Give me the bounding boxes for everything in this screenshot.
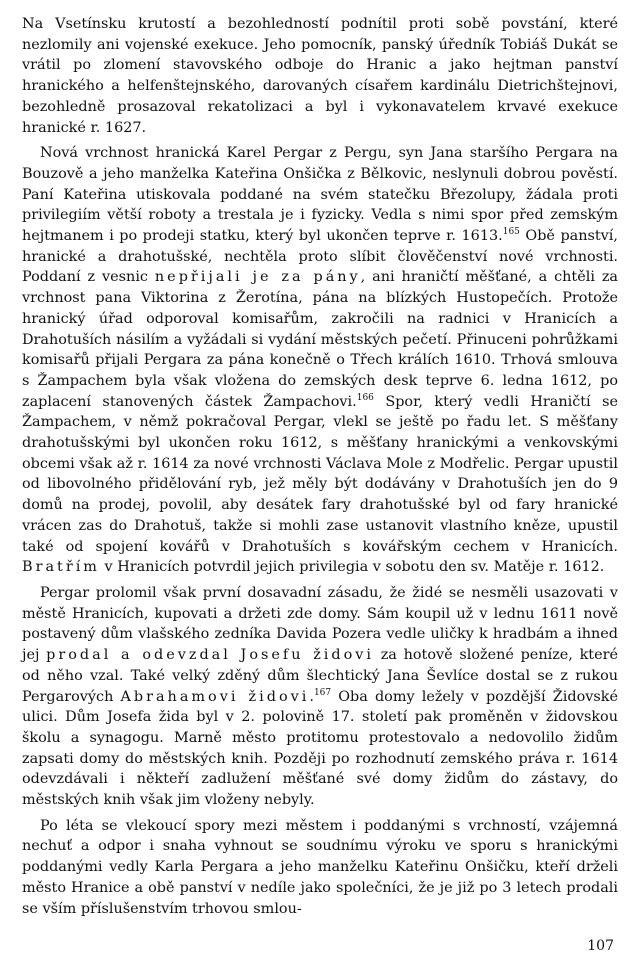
paragraph	[22, 14, 618, 138]
text-run: Spor, který vedli Hraničtí se Žampachem, v němž pokračoval Pergar, vlekl se ještě po řadu let. S měšťany drahotušskými byl ukončen roku 1612, s měšťany hranickými a venkovskými obcemi však až r. 1614 za nové vrchnosti Václava Mole z Modřelic. Pergar upustil od libovolného přidělování ryb, jež měly být dodávány v Drahotuších jen do 9 domů na prodej, povolil, aby desátek fary drahotušské byl od fary hranické vrácen zas do Drahotuš, takže si mohli zase ustanovit vlastního kněze, upustil také od spojení kovářů v Drahotuších s kovářským cechem v Hranicích.	[22, 393, 618, 555]
spaced-text: Abrahamovi židovi	[120, 688, 310, 705]
page-number: 107	[587, 938, 614, 954]
paragraph	[22, 143, 618, 578]
spaced-text: Bratřím	[22, 559, 100, 576]
text-run: v Hranicích potvrdil jejich privilegia v sobotu den sv. Matěje r. 1612.	[99, 559, 605, 576]
spaced-text: prodal a odevzdal Josefu židovi	[46, 647, 374, 664]
text-run: Oba domy ležely v pozdější Židovské ulici. Dům Josefa žida byl v 2. polovině 17. století pak proměněn v židovskou školu a synagogu. Marně město protitomu protestovalo a nedovolilo židům zapsati domy do městských knih. Později po rozhodnutí zemského práva r. 1614 odevzdávali i někteří zadlužení měšťané své domy židům do zástavy, do městských knih však jim vloženy nebyly.	[22, 688, 619, 809]
text-run: , ani hraničtí měšťané, a chtěli za vrchnost pana Viktorina z Žerotína, pána na blízkých Hustopečích. Protože hranický úřad odporoval komisařům, zakročili na radnici v Hranicích a Drahotuších násilím a vyžádali si vydání městských pečetí. Přinuceni pohrůžkami komisařů přijali Pergara za pána konečně o Třech králích 1610. Trhová smlouva s Žampachem byla však vložena do zemských desk teprve 6. ledna 1612, po zaplacení stanovených částek Žampachovi.	[22, 269, 619, 410]
text-run: Nová vrchnost hranická Karel Pergar z Pergu, syn Jana staršího Pergara na Bouzově a jeho manželka Kateřina Onšička z Bělkovic, neslynuli dobrou pověstí. Paní Kateřina utiskovala poddané na svém statečku Březolupy, žádala proti privilegiím větší roboty a trestala je i fyzicky. Vedla s nimi spor před zemským hejtmanem i po prodeji statku, který byl ukončen teprve r. 1613.	[22, 145, 618, 245]
spaced-text: nepřijali je za pány	[154, 269, 361, 286]
text-run: Pergar prolomil však první dosavadní zásadu, že židé se nesměli usazovati v městě Hranicích, kupovati a držeti zde domy. Sám koupil už v lednu 1611 nově postavený dům vlašského zedníka Davida Pozera vedle uličky k hradbám a ihned jej	[22, 584, 618, 664]
text-run: Po léta se vlekoucí spory mezi městem i poddanými s vrchností, vzájemná nechuť a odpor i snaha vyhnout se soudnímu výroku ve sporu s hranickými poddanými vedly Karla Pergara a jeho manželku Kateřinu Onšičku, kteří drželi město Hranice a obě panství v nedíle jako společníci, že je již po 3 letech prodali se vším příslušenstvím trhovou smlou-	[22, 817, 618, 917]
text-run: Na Vsetínsku krutostí a bezohledností podnítil proti sobě povstání, které nezlomily ani vojenské exekuce. Jeho pomocník, panský úředník Tobiáš Dukát se vrátil po zlomení stavovského odboje do Hranic a jako hejtman panství hranického a helfenštejnského, darovaných císařem kardinálu Dietrichštejnovi, bezohledně prosazoval rekatolizaci a byl i vykonavatelem krvavé exekuce hranické r. 1627.	[22, 16, 618, 136]
paragraph	[22, 583, 618, 811]
footnote-ref: 167	[313, 687, 332, 698]
body-text	[22, 14, 618, 919]
text-run: za hotově složené peníze, které od něho vzal. Také velký zděný dům šlechtický Jana Ševlíce dostal se z rukou Pergarových	[22, 647, 619, 705]
footnote-ref: 166	[356, 392, 374, 403]
text-run: Obě panství, hranické a drahotušské, nechtěla proto slíbit člověčenství nové vrchnosti. Poddaní z vesnic	[22, 228, 618, 286]
text-run: .	[309, 688, 314, 705]
paragraph	[22, 816, 618, 920]
footnote-ref: 165	[502, 227, 520, 238]
